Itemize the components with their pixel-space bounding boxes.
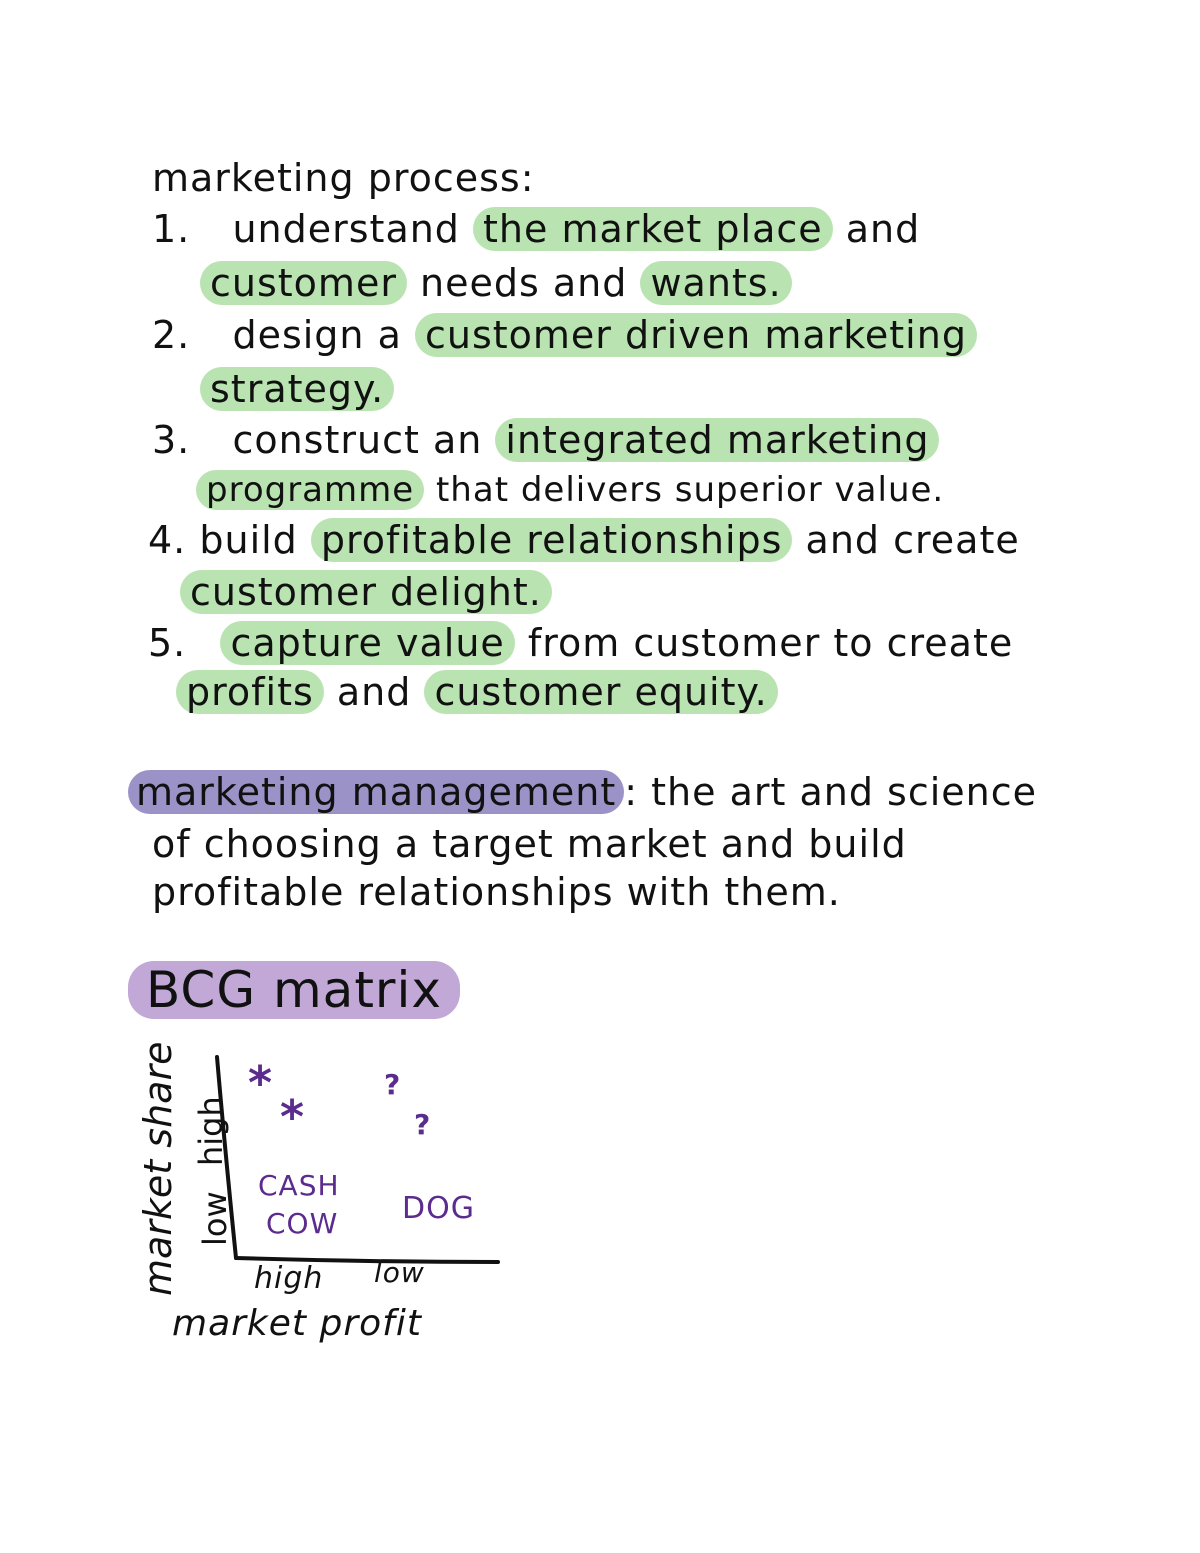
management-line-2: of choosing a target market and build — [152, 822, 907, 866]
step-number: 4. — [148, 518, 187, 562]
y-axis-title: market share — [136, 1041, 180, 1296]
step-text: and — [832, 207, 921, 251]
highlight: strategy. — [200, 367, 394, 411]
highlight: integrated marketing — [495, 418, 939, 462]
management-term: marketing management — [128, 770, 624, 814]
step-text: that delivers superior value. — [424, 470, 945, 510]
highlight: customer driven marketing — [415, 313, 977, 357]
step-text: and — [323, 670, 425, 714]
step-text: construct an — [232, 418, 496, 462]
cash-cow-label-line-1: CASH — [258, 1169, 340, 1202]
step-text: and create — [792, 518, 1020, 562]
step-text: understand — [232, 207, 474, 251]
highlight: wants. — [640, 261, 791, 305]
highlight: programme — [196, 470, 424, 510]
management-line-3: profitable relationships with them. — [152, 870, 841, 914]
x-label-high: high — [254, 1261, 324, 1296]
highlight: profitable relationships — [311, 518, 793, 562]
highlight: capture value — [220, 621, 514, 665]
cash-cow-label-line-2: COW — [266, 1207, 339, 1240]
star-marker-1: * — [248, 1056, 274, 1110]
step-number: 3. — [152, 418, 191, 462]
step-number: 5. — [148, 621, 187, 665]
definition-text: : the art and science — [624, 770, 1038, 814]
x-label-low: low — [374, 1256, 425, 1289]
step-text: from customer to create — [514, 621, 1014, 665]
y-label-high: high — [192, 1096, 230, 1166]
step-text: build — [199, 518, 311, 562]
highlight: customer equity. — [424, 670, 777, 714]
process-heading: marketing process: — [152, 156, 535, 200]
dog-label: DOG — [402, 1191, 475, 1226]
highlight: customer delight. — [180, 570, 552, 614]
x-axis-title: market profit — [172, 1303, 422, 1344]
highlight: profits — [176, 670, 324, 714]
step-number: 1. — [152, 207, 191, 251]
star-marker-2: * — [280, 1090, 306, 1144]
step-text: design a — [232, 313, 415, 357]
step-text: needs and — [406, 261, 641, 305]
question-marker-1: ? — [384, 1068, 402, 1101]
question-marker-2: ? — [414, 1108, 432, 1141]
y-label-low: low — [196, 1191, 234, 1246]
highlight: the market place — [473, 207, 833, 251]
bcg-title-text: BCG matrix — [128, 961, 460, 1019]
step-number: 2. — [152, 313, 191, 357]
highlight: customer — [200, 261, 407, 305]
